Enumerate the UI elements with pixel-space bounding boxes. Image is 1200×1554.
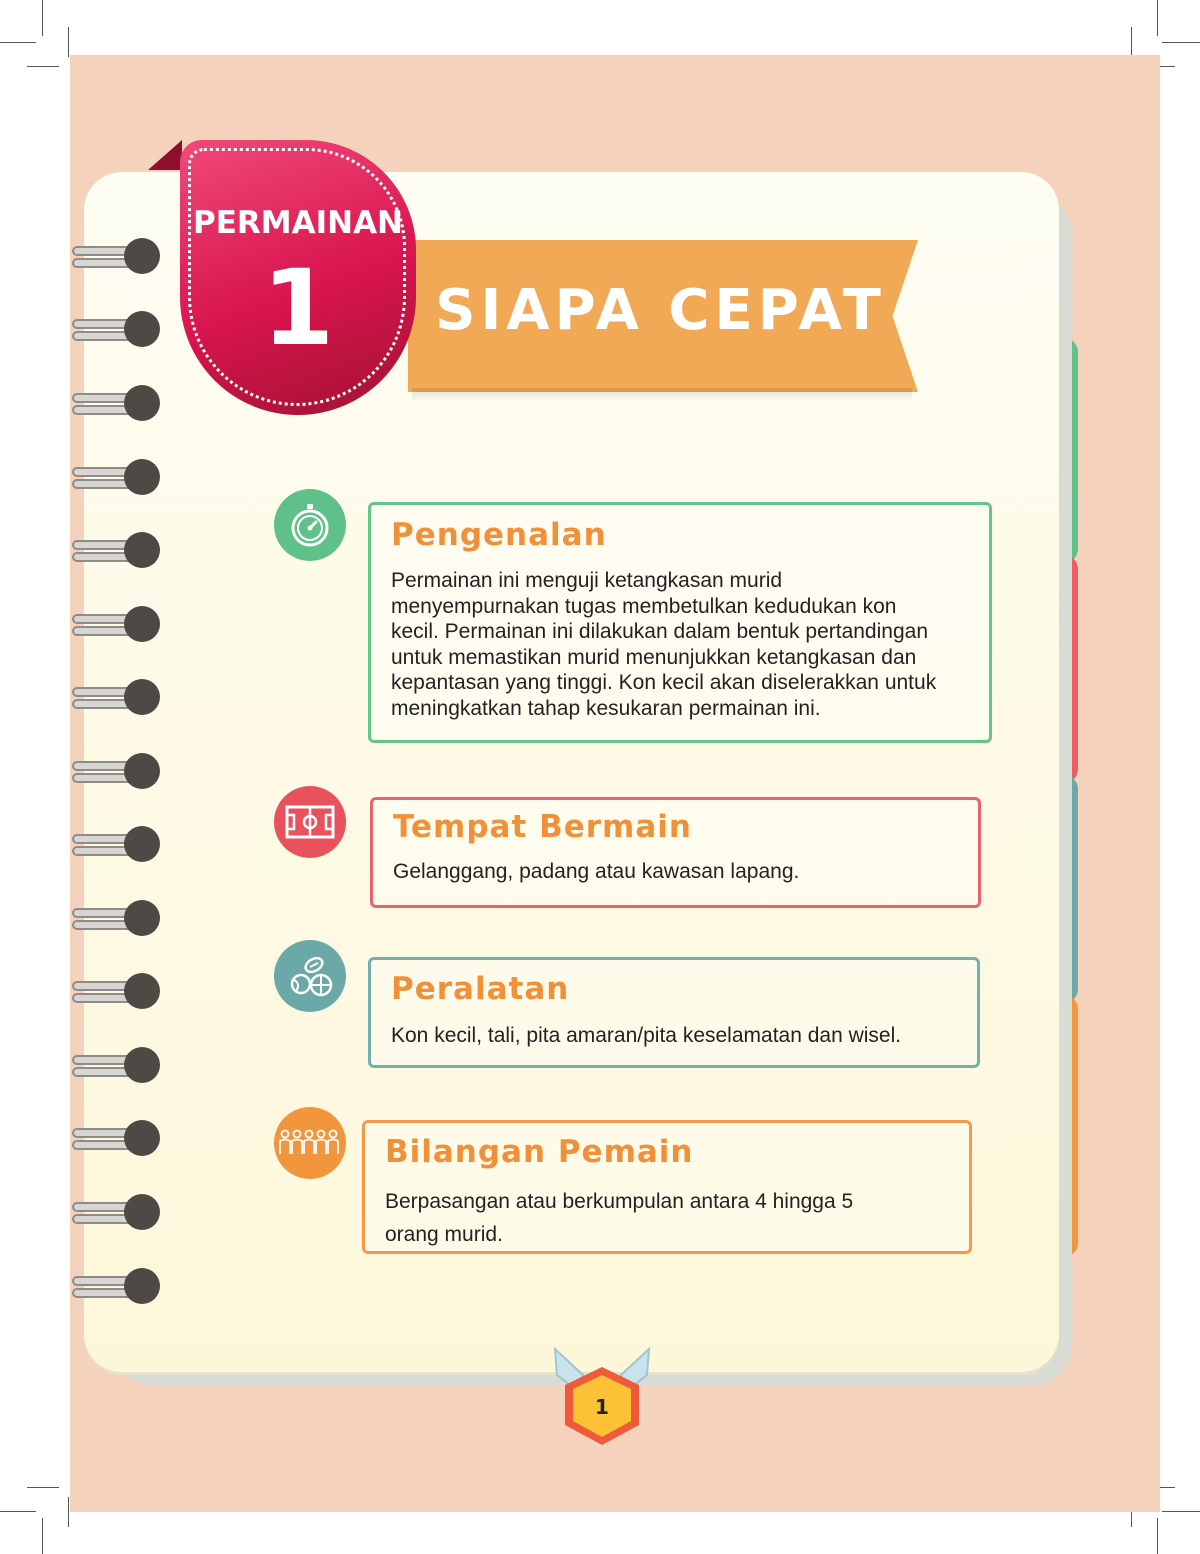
crop-mark [0, 1511, 36, 1512]
crop-mark [27, 66, 59, 67]
text-line: menyempurnakan tugas membetulkan kedudukan kon [391, 594, 897, 618]
banner-shadow [412, 388, 912, 402]
spiral-ring [72, 530, 160, 570]
badge-label: PERMAINAN [192, 205, 404, 241]
text-line: Gelanggang, padang atau kawasan lapang. [393, 860, 800, 883]
spiral-ring [72, 898, 160, 938]
section-body [385, 1185, 853, 1251]
spiral-ring [72, 457, 160, 497]
section-title: Tempat Bermain [393, 809, 692, 845]
text-line: meningkatkan tahap kesukaran permainan ini. [391, 696, 821, 720]
section-title: Bilangan Pemain [385, 1134, 694, 1170]
court-icon [274, 786, 346, 858]
stopwatch-icon [274, 489, 346, 561]
spiral-ring [72, 971, 160, 1011]
spiral-ring [72, 236, 160, 276]
section-pengenalan [368, 502, 992, 743]
text-line: orang murid. [385, 1223, 503, 1246]
crop-mark [42, 1518, 43, 1554]
crop-mark [27, 1487, 59, 1488]
crop-mark [42, 0, 43, 36]
spiral-ring [72, 751, 160, 791]
badge-number: 1 [261, 247, 335, 369]
spiral-ring [72, 1118, 160, 1158]
section-body [393, 859, 799, 885]
crop-mark [1162, 42, 1200, 43]
spiral-ring [72, 824, 160, 864]
spiral-ring [72, 1045, 160, 1085]
crop-mark [68, 27, 69, 57]
text-line: kecil. Permainan ini dilakukan dalam bentuk pertandingan [391, 620, 928, 643]
text-line: Permainan ini menguji ketangkasan murid [391, 569, 783, 592]
section-body [391, 1023, 901, 1049]
crop-mark [68, 1497, 69, 1527]
badge-fold [148, 140, 182, 170]
page-number: 1 [595, 1395, 609, 1419]
text-line: untuk memastikan murid menunjukkan ketangkasan dan [391, 645, 917, 669]
section-bilangan-pemain [362, 1120, 972, 1254]
crop-mark [1131, 27, 1132, 57]
game-title: SIAPA CEPAT [435, 278, 886, 343]
section-title: Pengenalan [391, 517, 607, 553]
players-group-icon [274, 1107, 346, 1179]
section-title: Peralatan [391, 971, 570, 1007]
spiral-ring [72, 1192, 160, 1232]
sports-balls-icon [274, 940, 346, 1012]
crop-mark [0, 42, 36, 43]
crop-mark [1157, 1518, 1158, 1554]
spiral-ring [72, 604, 160, 644]
text-line: Kon kecil, tali, pita amaran/pita keselamatan dan wisel. [391, 1024, 902, 1047]
spiral-ring [72, 1266, 160, 1306]
spiral-ring [72, 309, 160, 349]
text-line: Berpasangan atau berkumpulan antara 4 hingga 5 [385, 1190, 854, 1213]
spiral-ring [72, 383, 160, 423]
text-line: kepantasan yang tinggi. Kon kecil akan diselerakkan untuk [391, 671, 937, 694]
section-peralatan [368, 957, 980, 1068]
crop-mark [1157, 0, 1158, 36]
section-tempat-bermain [370, 797, 981, 908]
page-number-medal [553, 1345, 651, 1450]
spiral-ring [72, 677, 160, 717]
crop-mark [1162, 1511, 1200, 1512]
section-body [391, 568, 936, 721]
